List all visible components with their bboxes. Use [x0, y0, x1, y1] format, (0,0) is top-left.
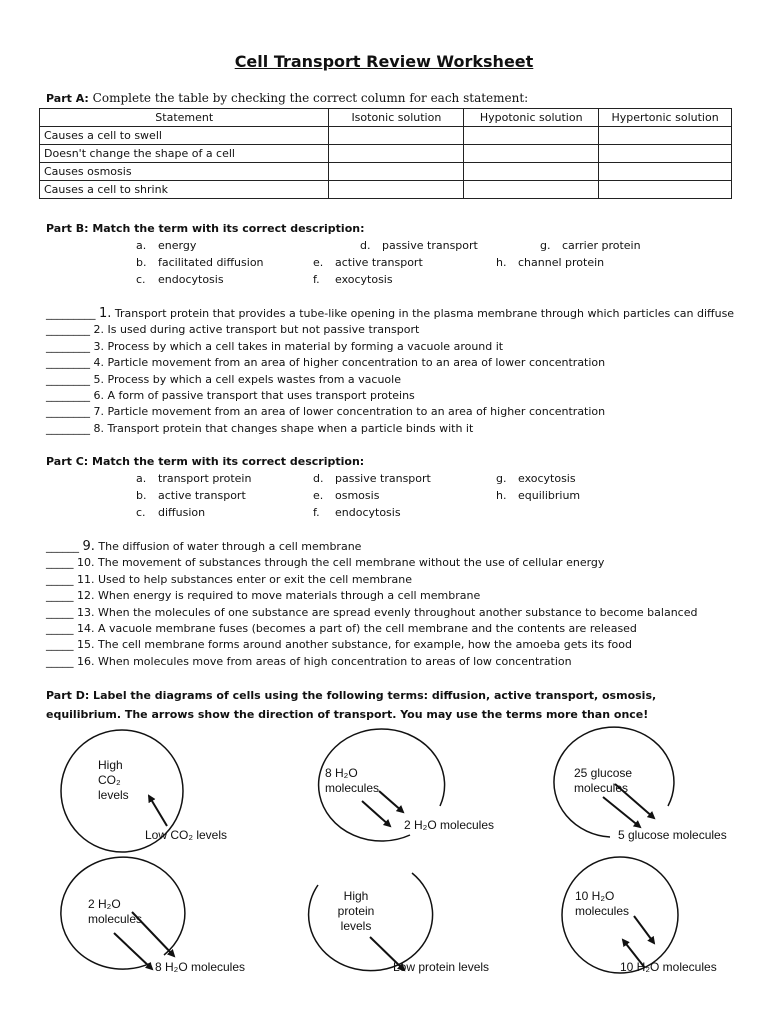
- diagram-5-inside-label: High protein levels: [337, 889, 375, 933]
- term-item: f. endocytosis: [313, 506, 401, 519]
- term-item: d. passive transport: [313, 472, 431, 485]
- statement-cell: Causes a cell to shrink: [40, 181, 329, 199]
- question-row: _____ 12. When energy is required to move materials through a cell membrane: [46, 589, 481, 603]
- term-item: a. energy: [136, 239, 197, 252]
- header-hypotonic: Hypotonic solution: [464, 109, 599, 127]
- answer-blank[interactable]: _____: [46, 572, 74, 586]
- question-row: _____ 14. A vacuole membrane fuses (becomes a part of) the cell membrane and the contents are released: [46, 621, 637, 635]
- worksheet-title: Cell Transport Review Worksheet: [234, 52, 534, 71]
- part-b-heading: Part B: Match the term with its correct description:: [46, 222, 365, 235]
- answer-blank[interactable]: _____: [46, 605, 74, 619]
- answer-blank[interactable]: _____: [46, 556, 74, 570]
- diagram-2-outside-label: 2 H₂O molecules: [404, 818, 495, 832]
- statement-cell: Causes osmosis: [40, 163, 329, 181]
- question-row: _____ 15. The cell membrane forms around another substance, for example, how the amoeba gets its food: [46, 638, 632, 652]
- transport-arrow: [362, 801, 390, 826]
- term-item: a. transport protein: [136, 472, 252, 485]
- diagram-1-outside-label: Low CO₂ levels: [145, 828, 228, 842]
- answer-blank[interactable]: ______: [46, 540, 79, 553]
- answer-blank[interactable]: ________: [46, 323, 90, 337]
- question-row: ______ 9. The diffusion of water through a cell membrane: [46, 539, 362, 554]
- statement-cell: Doesn't change the shape of a cell: [40, 145, 329, 163]
- diagram-6-inside-label: 10 H₂O molecules: [575, 889, 630, 918]
- answer-blank[interactable]: ________: [46, 388, 90, 402]
- question-row: ________ 7. Particle movement from an area of lower concentration to an area of higher concentration: [46, 405, 606, 419]
- question-row: ________ 3. Process by which a cell takes in material by forming a vacuole around it: [46, 339, 504, 353]
- transport-arrow: [379, 791, 403, 812]
- diagram-4-inside-label: 2 H₂O molecules: [88, 897, 143, 926]
- part-c-heading: Part C: Match the term with its correct description:: [46, 455, 365, 468]
- term-item: b. active transport: [136, 489, 246, 502]
- answer-blank[interactable]: ________: [46, 356, 90, 370]
- answer-blank[interactable]: _____: [46, 638, 74, 652]
- term-item: h. channel protein: [496, 256, 605, 269]
- part-d-heading-line-2: equilibrium. The arrows show the direction of transport. You may use the terms more than once!: [46, 708, 649, 721]
- term-item: g. exocytosis: [496, 472, 576, 485]
- transport-arrow: [634, 916, 654, 943]
- question-row: ________ 8. Transport protein that changes shape when a particle binds with it: [46, 421, 474, 435]
- answer-blank[interactable]: _________: [46, 307, 96, 320]
- diagram-4-outside-label: 8 H₂O molecules: [155, 960, 246, 974]
- part-a-instruction: Complete the table by checking the correct column for each statement:: [92, 91, 529, 105]
- answer-blank[interactable]: _____: [46, 621, 74, 635]
- diagram-6-outside-label: 10 H₂O molecules: [620, 960, 717, 974]
- diagram-3-inside-label: 25 glucose molecules: [574, 766, 633, 795]
- term-item: h. equilibrium: [496, 489, 581, 502]
- term-item: d. passive transport: [360, 239, 478, 252]
- answer-blank[interactable]: _____: [46, 589, 74, 603]
- statement-cell: Causes a cell to swell: [40, 127, 329, 145]
- question-row: _____ 11. Used to help substances enter or exit the cell membrane: [46, 572, 413, 586]
- answer-blank[interactable]: ________: [46, 339, 90, 353]
- transport-arrow: [114, 933, 152, 969]
- term-item: g. carrier protein: [540, 239, 641, 252]
- diagram-2-inside-label: 8 H₂O molecules: [325, 766, 380, 795]
- diagram-5-outside-label: Low protein levels: [393, 960, 490, 974]
- part-d-heading-line-1: Part D: Label the diagrams of cells using the following terms: diffusion, active transport, osmosis,: [46, 689, 657, 702]
- answer-blank[interactable]: _____: [46, 654, 74, 668]
- diagram-3-outside-label: 5 glucose molecules: [618, 828, 727, 842]
- answer-blank[interactable]: ________: [46, 421, 90, 435]
- question-row: ________ 4. Particle movement from an area of higher concentration to an area of lower concentration: [46, 356, 606, 370]
- question-row: _____ 16. When molecules move from areas of high concentration to areas of low concentration: [46, 654, 572, 668]
- answer-blank[interactable]: ________: [46, 372, 90, 386]
- header-isotonic: Isotonic solution: [329, 109, 464, 127]
- question-row: ________ 6. A form of passive transport that uses transport proteins: [46, 388, 415, 402]
- answer-blank[interactable]: ________: [46, 405, 90, 419]
- question-row: _________ 1. Transport protein that provides a tube-like opening in the plasma membrane through which particles can diffuse: [46, 306, 735, 321]
- question-row: _____ 13. When the molecules of one substance are spread evenly throughout another substance to become balanced: [46, 605, 698, 619]
- question-row: _____ 10. The movement of substances through the cell membrane without the use of cellular energy: [46, 556, 605, 570]
- part-a-label: Part A:: [46, 92, 89, 105]
- term-item: c. diffusion: [136, 506, 206, 519]
- question-row: ________ 5. Process by which a cell expels wastes from a vacuole: [46, 372, 401, 386]
- term-item: e. osmosis: [313, 489, 380, 502]
- term-item: e. active transport: [313, 256, 423, 269]
- term-item: f. exocytosis: [313, 273, 393, 286]
- question-row: ________ 2. Is used during active transport but not passive transport: [46, 323, 420, 337]
- diagram-1-inside-label: High CO₂ levels: [98, 758, 129, 802]
- transport-arrow: [149, 796, 167, 826]
- header-statement: Statement: [40, 109, 329, 127]
- term-item: c. endocytosis: [136, 273, 224, 286]
- header-hypertonic: Hypertonic solution: [599, 109, 732, 127]
- term-item: b. facilitated diffusion: [136, 256, 264, 269]
